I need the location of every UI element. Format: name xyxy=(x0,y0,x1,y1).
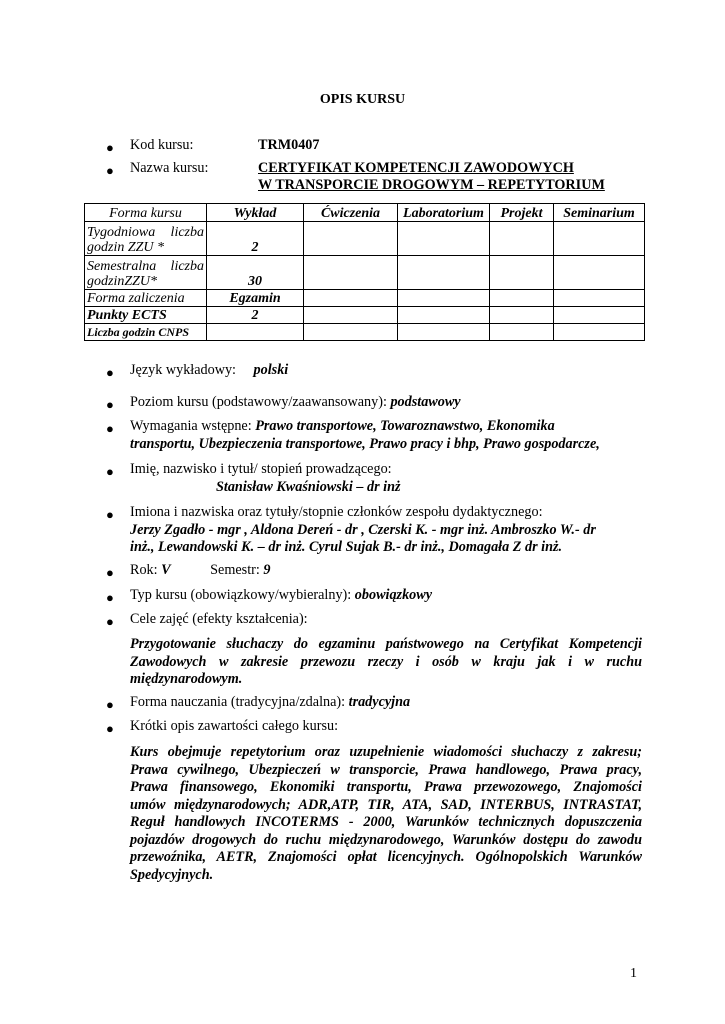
course-name-line-2: W TRANSPORCIE DROGOWYM – REPETYTORIUM xyxy=(258,177,605,193)
level-label: Poziom kursu (podstawowy/zaawansowany): xyxy=(130,394,387,410)
team-value-line-2: inż., Lewandowski K. – dr inż. Cyrul Sujak B.- dr inż., Domagała Z dr inż. xyxy=(130,539,563,555)
table-row xyxy=(85,290,645,307)
table-row xyxy=(85,256,645,290)
course-code-value: TRM0407 xyxy=(258,137,320,153)
team-item xyxy=(130,504,644,557)
table-cell xyxy=(490,324,554,341)
goals-line-2: Zawodowych w zakresie przewozu rzeczy i osób w kraju jak i w ruchu xyxy=(130,653,642,670)
row-label: Tygodniowa liczba godzin ZZU * xyxy=(85,222,207,256)
table-cell xyxy=(304,256,398,290)
year-label: Rok: xyxy=(130,562,158,578)
teaching-form-item xyxy=(130,694,644,712)
table-cell xyxy=(398,290,490,307)
description-line-1: Kurs obejmuje repetytorium oraz uzupełnienie wiadomości słuchaczy z zakresu; xyxy=(130,744,642,760)
course-name-line-1: CERTYFIKAT KOMPETENCJI ZAWODOWYCH xyxy=(258,160,574,176)
prerequisites-value-line-2: transportu, Ubezpieczenia transportowe, Prawo pracy i bhp, Prawo gospodarcze, xyxy=(130,435,600,452)
bullet-icon: ● xyxy=(106,614,114,629)
table-header: Wykład xyxy=(207,204,304,222)
year-item xyxy=(130,562,644,580)
prerequisites-item xyxy=(130,418,644,453)
prerequisites-value-line-1: Prawo transportowe, Towaroznawstwo, Ekonomika xyxy=(255,418,555,434)
table-row xyxy=(85,307,645,324)
page-number: 1 xyxy=(630,966,637,981)
table-cell: 2 xyxy=(207,222,304,256)
year-value: V xyxy=(161,562,171,578)
course-type-label: Typ kursu (obowiązkowy/wybieralny): xyxy=(130,587,352,603)
table-cell: Egzamin xyxy=(207,290,304,307)
table-header: Projekt xyxy=(490,204,554,222)
description-line-4: umów międzynarodowych; ADR,ATP, TIR, ATA, SAD, INTERBUS, INTRASTAT, xyxy=(130,796,642,813)
course-code-label: Kod kursu: xyxy=(130,137,194,153)
table-cell xyxy=(554,222,645,256)
semester-value: 9 xyxy=(263,562,271,578)
table-cell xyxy=(304,307,398,324)
goals-label: Cele zajęć (efekty kształcenia): xyxy=(130,611,308,627)
description-text xyxy=(130,744,642,884)
table-cell: 2 xyxy=(207,307,304,324)
description-line-6: pojazdów drogowych do ruchu międzynarodowego, Warunków dostępu do zawodu xyxy=(130,831,642,848)
bullet-icon: ● xyxy=(106,397,114,412)
goals-text xyxy=(130,636,642,689)
table-cell xyxy=(490,256,554,290)
row-label: Semestralna liczba godzinZZU* xyxy=(85,256,207,290)
goals-line-3: międzynarodowym. xyxy=(130,671,243,687)
course-type-value: obowiązkowy xyxy=(354,587,433,603)
table-cell xyxy=(304,222,398,256)
table-cell xyxy=(554,256,645,290)
table-row xyxy=(85,222,645,256)
bullet-icon: ● xyxy=(106,464,114,479)
table-cell xyxy=(398,324,490,341)
goals-line-1: Przygotowanie słuchaczy do egzaminu państwowego na Certyfikat Kompetencji xyxy=(130,636,642,652)
bullet-icon: ● xyxy=(106,421,114,436)
table-cell xyxy=(398,222,490,256)
table-cell xyxy=(398,307,490,324)
table-header-row xyxy=(85,204,645,222)
level-value: podstawowy xyxy=(390,394,461,410)
bullet-icon: ● xyxy=(106,721,114,736)
table-cell xyxy=(207,324,304,341)
table-cell xyxy=(490,307,554,324)
table-cell xyxy=(554,307,645,324)
row-label: Liczba godzin CNPS xyxy=(85,324,207,341)
bullet-icon: ● xyxy=(106,697,114,712)
table-header: Seminarium xyxy=(554,204,645,222)
course-name-label: Nazwa kursu: xyxy=(130,160,209,176)
table-cell: 30 xyxy=(207,256,304,290)
description-line-8: Spedycyjnych. xyxy=(130,866,214,883)
teaching-form-label: Forma nauczania (tradycyjna/zdalna): xyxy=(130,694,346,710)
instructor-item xyxy=(130,461,644,496)
instructor-value: Stanisław Kwaśniowski – dr inż xyxy=(216,478,401,495)
table-row xyxy=(85,324,645,341)
page-title: OPIS KURSU xyxy=(319,92,406,107)
table-header: Laboratorium xyxy=(398,204,490,222)
description-line-2: Prawa cywilnego, Ubezpieczeń w transporcie, Prawa handlowego, Prawa pracy, xyxy=(130,761,642,778)
level-item xyxy=(130,394,644,412)
bullet-icon: ● xyxy=(106,590,114,605)
table-cell xyxy=(304,290,398,307)
table-cell xyxy=(304,324,398,341)
bullet-icon: ● xyxy=(106,163,114,178)
team-value-line-1: Jerzy Zgadło - mgr , Aldona Dereń - dr , Czerski K. - mgr inż. Ambroszko W.- dr xyxy=(130,521,596,538)
bullet-icon: ● xyxy=(106,140,114,155)
description-line-5: Reguł handlowych INCOTERMS - 2000, Warunków technicznych dopuszczenia xyxy=(130,814,642,830)
table-header: Forma kursu xyxy=(85,204,207,222)
course-type-item xyxy=(130,587,644,605)
row-label: Punkty ECTS xyxy=(85,307,207,324)
table-cell xyxy=(490,222,554,256)
row-label: Forma zaliczenia xyxy=(85,290,207,307)
team-label: Imiona i nazwiska oraz tytuły/stopnie członków zespołu dydaktycznego: xyxy=(130,504,543,520)
language-item xyxy=(130,362,644,380)
table-cell xyxy=(554,290,645,307)
semester-label: Semestr: xyxy=(210,562,260,578)
course-name-value xyxy=(258,160,605,194)
prerequisites-label: Wymagania wstępne: xyxy=(130,418,252,434)
instructor-label: Imię, nazwisko i tytuł/ stopień prowadzącego: xyxy=(130,461,392,477)
table-cell xyxy=(554,324,645,341)
language-label: Język wykładowy: xyxy=(130,362,236,378)
table-cell xyxy=(490,290,554,307)
description-line-3: Prawa finansowego, Ekonomiki transportu, Prawa przewozowego, Znajomości xyxy=(130,779,642,795)
bullet-icon: ● xyxy=(106,507,114,522)
language-value: polski xyxy=(253,362,289,378)
table-header: Ćwiczenia xyxy=(304,204,398,222)
table-cell xyxy=(398,256,490,290)
description-line-7: przewoźnika, AETR, Znajomości opłat licencyjnych. Ogólnopolskich Warunków xyxy=(130,849,642,865)
course-form-table xyxy=(84,203,645,341)
teaching-form-value: tradycyjna xyxy=(348,694,411,710)
bullet-icon: ● xyxy=(106,365,114,380)
bullet-icon: ● xyxy=(106,565,114,580)
description-label: Krótki opis zawartości całego kursu: xyxy=(130,718,339,734)
